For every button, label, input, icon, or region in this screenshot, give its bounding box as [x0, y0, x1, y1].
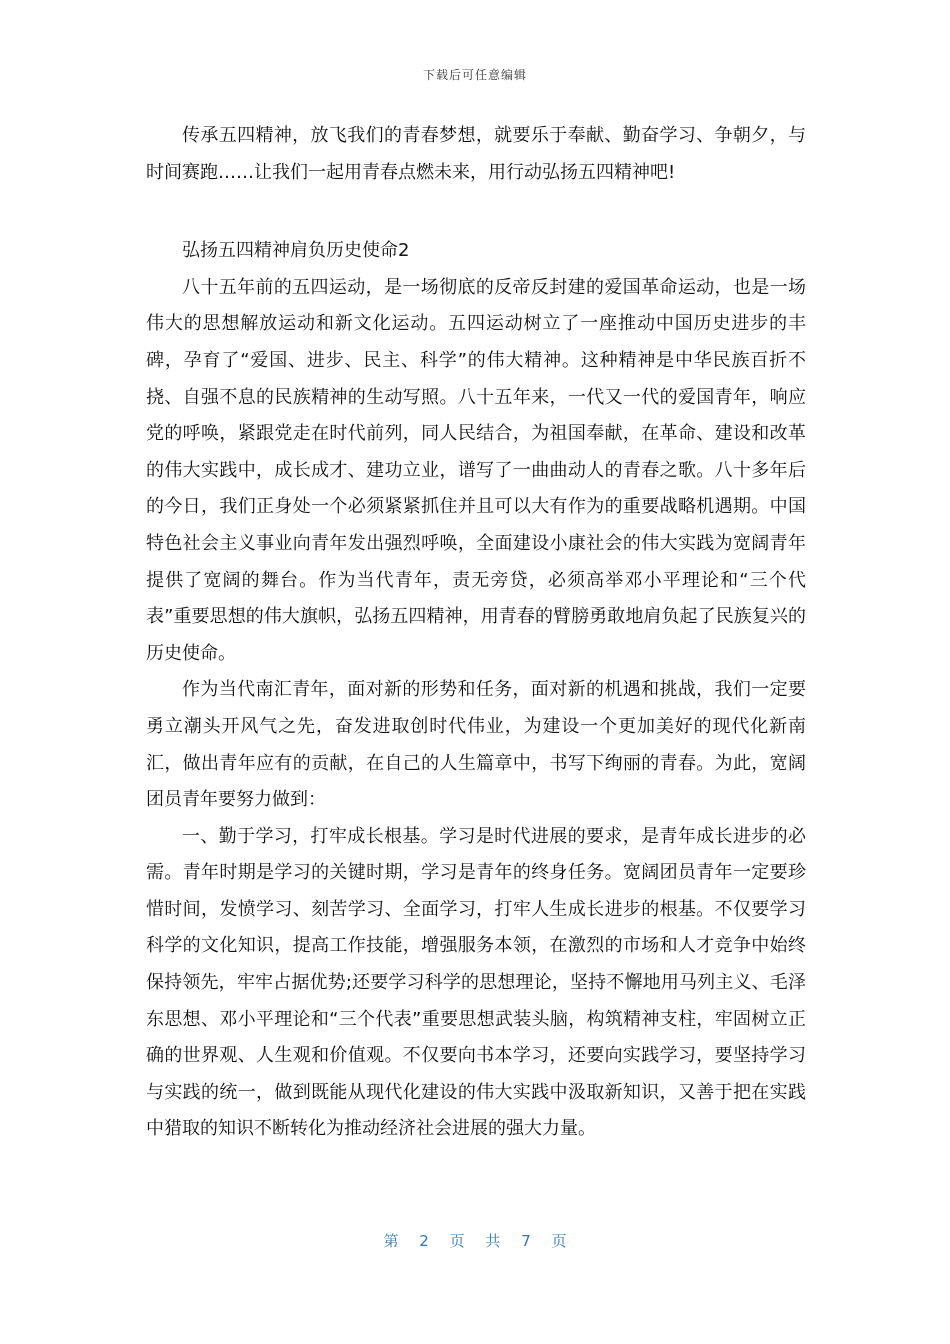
paragraph-3: 作为当代南汇青年，面对新的形势和任务，面对新的机遇和挑战，我们一定要勇立潮头开风气之先，奋发进取创时代伟业，为建设一个更加美好的现代化新南汇，做出青年应有的贡献，在自己的人生篇章中，书写下绚丽的青春。为此，宽阔团员青年要努力做到： [146, 679, 806, 811]
total-page-number: 7 [521, 1232, 531, 1250]
current-page-number: 2 [419, 1232, 429, 1250]
header-note: 下载后可任意编辑 [422, 68, 527, 82]
document-body [146, 118, 806, 1148]
paragraph-4: 一、勤于学习，打牢成长根基。学习是时代进展的要求，是青年成长进步的必需。青年时期是学习的关键时期，学习是青年的终身任务。宽阔团员青年一定要珍惜时间，发愤学习、刻苦学习、全面学习，打牢人生成长进步的根基。不仅要学习科学的文化知识，提高工作技能，增强服务本领，在激烈的市场和人才竞争中始终保持领先，牢牢占据优势;还要学习科学的思想理论，坚持不懈地用马列主义、毛泽东思想、邓小平理论和“三个代表”重要思想武装头脑，构筑精神支柱，牢固树立正确的世界观、人生观和价值观。不仅要向书本学习，还要向实践学习，要坚持学习与实践的统一，做到既能从现代化建设的伟大实践中汲取新知识，又善于把在实践中猎取的知识不断转化为推动经济社会进展的强大力量。 [146, 825, 806, 1140]
page-label-gong: 共 [485, 1232, 501, 1250]
page-indicator [0, 1230, 950, 1251]
page-label-ye-2: 页 [551, 1232, 567, 1250]
paragraph-2: 八十五年前的五四运动，是一场彻底的反帝反封建的爱国革命运动，也是一场伟大的思想解放运动和新文化运动。五四运动树立了一座推动中国历史进步的丰碑，孕育了“爱国、进步、民主、科学”的伟大精神。这种精神是中华民族百折不挠、自强不息的民族精神的生动写照。八十五年来，一代又一代的爱国青年，响应党的呼唤，紧跟党走在时代前列，同人民结合，为祖国奉献，在革命、建设和改革的伟大实践中，成长成才、建功立业，谱写了一曲曲动人的青春之歌。八十多年后的今日，我们正身处一个必须紧紧抓住并且可以大有作为的重要战略机遇期。中国特色社会主义事业向青年发出强烈呼唤，全面建设小康社会的伟大实践为宽阔青年提供了宽阔的舞台。作为当代青年，责无旁贷，必须高举邓小平理论和“三个代表”重要思想的伟大旗帜，弘扬五四精神，用青春的臂膀勇敢地肩负起了民族复兴的历史使命。 [146, 276, 806, 664]
section-title: 弘扬五四精神肩负历史使命2 [182, 240, 410, 262]
paragraph-1: 传承五四精神，放飞我们的青春梦想，就要乐于奉献、勤奋学习、争朝夕，与时间赛跑……让我们一起用青春点燃未来，用行动弘扬五四精神吧! [146, 125, 806, 183]
section-gap [146, 191, 806, 233]
page-label-di: 第 [383, 1232, 399, 1250]
page-label-ye: 页 [449, 1232, 465, 1250]
